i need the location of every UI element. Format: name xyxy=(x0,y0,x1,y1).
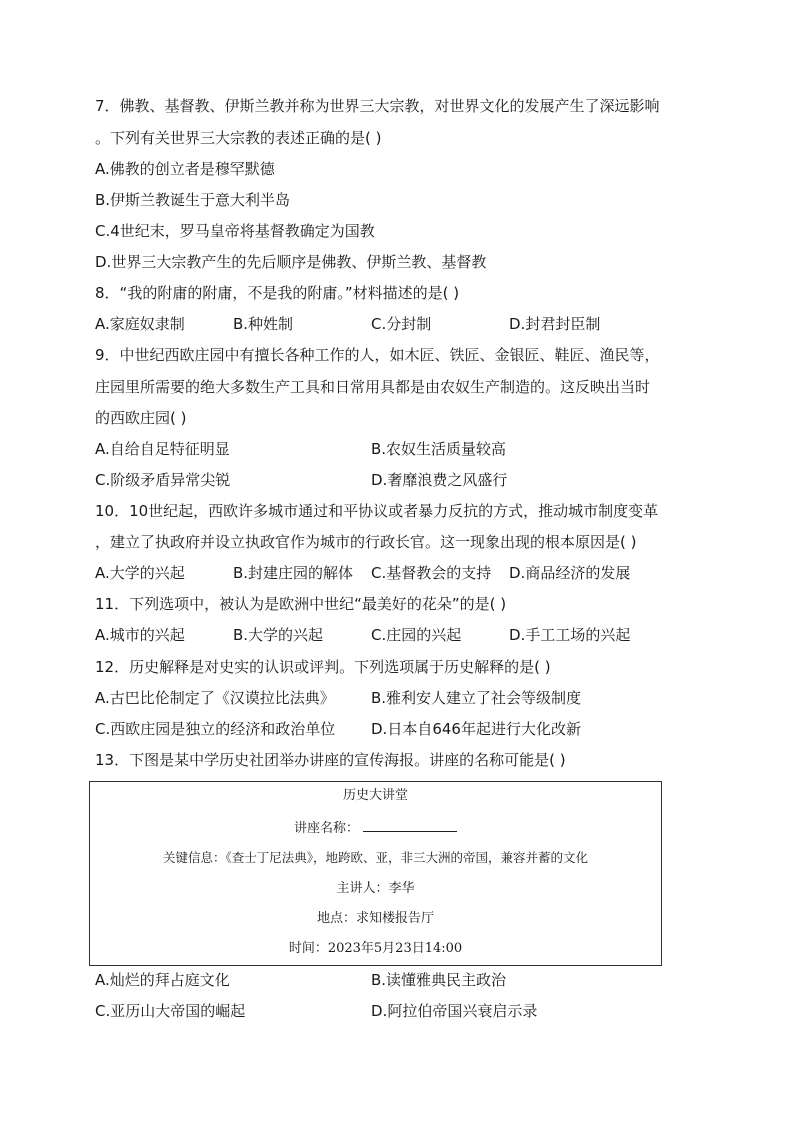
q7-option-b: B.伊斯兰教诞生于意大利半岛 xyxy=(95,191,291,209)
q12-option-c: C.西欧庄园是独立的经济和政治单位 xyxy=(95,720,336,738)
poster-location: 地点：求知楼报告厅 xyxy=(316,911,434,926)
q11-option-a: A.城市的兴起 xyxy=(95,626,185,644)
q8-option-d: D.封君封臣制 xyxy=(509,315,601,333)
q8-option-b: B.种姓制 xyxy=(233,315,294,333)
q8-stem: 8．“我的附庸的附庸，不是我的附庸。”材料描述的是( ) xyxy=(95,284,460,302)
q9-option-b: B.农奴生活质量较高 xyxy=(371,440,507,458)
q7-stem-line1: 7．佛教、基督教、伊斯兰教并称为世界三大宗教，对世界文化的发展产生了深远影响 xyxy=(95,97,660,115)
q10-stem-line1: 10．10世纪起，西欧许多城市通过和平协议或者暴力反抗的方式，推动城市制度变革 xyxy=(95,502,659,520)
q10-option-a: A.大学的兴起 xyxy=(95,564,185,582)
q8-option-a: A.家庭奴隶制 xyxy=(95,315,185,333)
q11-stem: 11．下列选项中，被认为是欧洲中世纪“最美好的花朵”的是( ) xyxy=(95,595,507,613)
q10-stem-line2: ，建立了执政府并设立执政官作为城市的行政长官。这一现象出现的根本原因是( ) xyxy=(95,533,637,551)
q13-option-a: A.灿烂的拜占庭文化 xyxy=(95,971,230,989)
q11-option-b: B.大学的兴起 xyxy=(233,626,324,644)
poster-title: 历史大讲堂 xyxy=(342,788,408,803)
q9-option-a: A.自给自足特征明显 xyxy=(95,440,230,458)
q10-option-b: B.封建庄园的解体 xyxy=(233,564,354,582)
q13-stem: 13．下图是某中学历史社团举办讲座的宣传海报。讲座的名称可能是( ) xyxy=(95,751,566,769)
q7-option-a: A.佛教的创立者是穆罕默德 xyxy=(95,160,275,178)
q7-stem-line2: 。下列有关世界三大宗教的表述正确的是( ) xyxy=(95,129,382,147)
poster-speaker: 主讲人：李华 xyxy=(336,881,415,896)
lecture-poster xyxy=(89,781,662,966)
q13-option-c: C.亚历山大帝国的崛起 xyxy=(95,1002,246,1020)
q9-stem-line1: 9．中世纪西欧庄园中有擅长各种工作的人，如木匠、铁匠、金银匠、鞋匠、渔民等， xyxy=(95,346,660,364)
q9-option-d: D.奢靡浪费之风盛行 xyxy=(371,471,508,489)
q9-option-c: C.阶级矛盾异常尖锐 xyxy=(95,471,231,489)
q12-option-a: A.古巴比伦制定了《汉谟拉比法典》 xyxy=(95,689,335,707)
q7-option-d: D.世界三大宗教产生的先后顺序是佛教、伊斯兰教、基督教 xyxy=(95,253,487,271)
q8-option-c: C.分封制 xyxy=(371,315,432,333)
q11-option-c: C.庄园的兴起 xyxy=(371,626,462,644)
q12-option-d: D.日本自646年起进行大化改新 xyxy=(371,720,581,738)
poster-lecture-name-label: 讲座名称： xyxy=(293,821,359,836)
q9-stem-line2: 庄园里所需要的绝大多数生产工具和日常用具都是由农奴生产制造的。这反映出当时 xyxy=(95,378,651,396)
q12-option-b: B.雅利安人建立了社会等级制度 xyxy=(371,689,582,707)
q12-stem: 12．历史解释是对史实的认识或评判。下列选项属于历史解释的是( ) xyxy=(95,658,551,676)
q11-option-d: D.手工工场的兴起 xyxy=(509,626,631,644)
poster-lecture-name-row xyxy=(90,818,661,836)
q10-option-c: C.基督教会的支持 xyxy=(371,564,492,582)
poster-key-info: 关键信息：《查士丁尼法典》，地跨欧、亚，非三大洲的帝国，兼容并蓄的文化 xyxy=(162,850,588,865)
poster-lecture-name-blank xyxy=(363,818,457,832)
q7-option-c: C.4世纪末，罗马皇帝将基督教确定为国教 xyxy=(95,222,375,240)
q13-option-d: D.阿拉伯帝国兴衰启示录 xyxy=(371,1002,538,1020)
q10-option-d: D.商品经济的发展 xyxy=(509,564,631,582)
poster-time: 时间：2023年5月23日14:00 xyxy=(288,941,463,956)
q13-option-b: B.读懂雅典民主政治 xyxy=(371,971,507,989)
q9-stem-line3: 的西欧庄园( ) xyxy=(95,409,187,427)
